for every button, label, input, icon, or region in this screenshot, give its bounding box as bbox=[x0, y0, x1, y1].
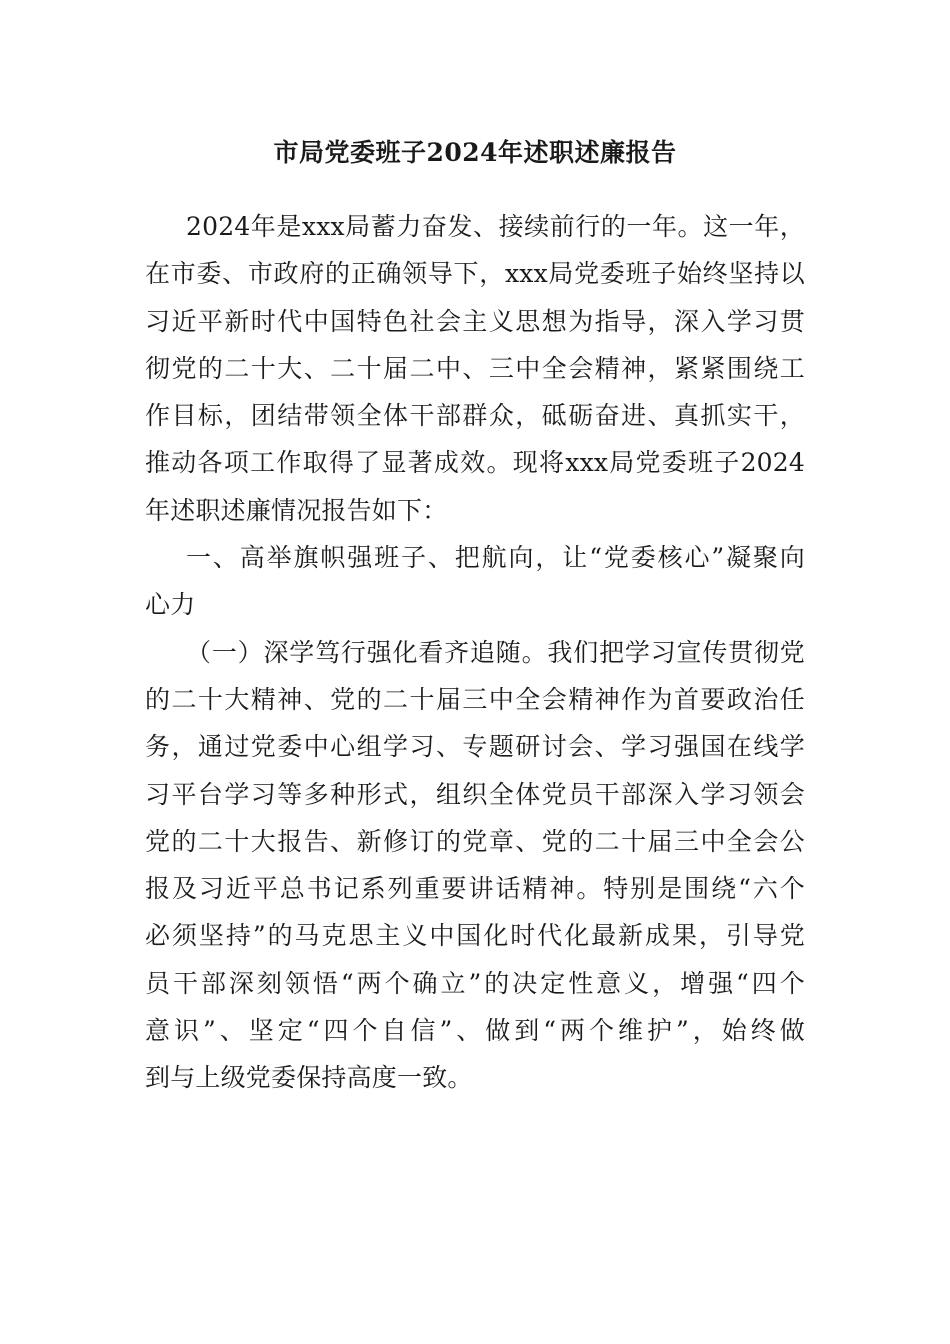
paragraph-line: 作目标，团结带领全体干部群众，砥砺奋进、真抓实干， bbox=[145, 401, 805, 431]
paragraph-line: 员干部深刻领悟“两个确立”的决定性意义，增强“四个 bbox=[145, 968, 805, 998]
paragraph-line: 报及习近平总书记系列重要讲话精神。特别是围绕“六个 bbox=[145, 874, 805, 904]
paragraph-line: 彻党的二十大、二十届二中、三中全会精神，紧紧围绕工 bbox=[145, 353, 805, 383]
paragraph-line: 党的二十大报告、新修订的党章、党的二十届三中全会公 bbox=[145, 826, 805, 856]
paragraph-line: 推动各项工作取得了显著成效。现将xxx局党委班子2024 bbox=[145, 448, 805, 478]
paragraph-line: 在市委、市政府的正确领导下，xxx局党委班子始终坚持以 bbox=[145, 259, 805, 289]
paragraph-line: 意识”、坚定“四个自信”、做到“两个维护”，始终做 bbox=[145, 1016, 805, 1046]
document-title: 市局党委班子2024年述职述廉报告 bbox=[273, 138, 677, 167]
paragraph-line: 习近平新时代中国特色社会主义思想为指导，深入学习贯 bbox=[145, 306, 805, 336]
paragraph-line: （一）深学笃行强化看齐追随。我们把学习宣传贯彻党 bbox=[186, 637, 805, 667]
document-body bbox=[145, 203, 805, 1102]
paragraph-line: 年述职述廉情况报告如下： bbox=[145, 495, 448, 525]
section-heading-line: 一、高举旗帜强班子、把航向，让“党委核心”凝聚向 bbox=[186, 543, 805, 573]
paragraph-line: 2024年是xxx局蓄力奋发、接续前行的一年。这一年， bbox=[186, 212, 805, 241]
paragraph-line: 务，通过党委中心组学习、专题研讨会、学习强国在线学 bbox=[145, 732, 805, 762]
section-heading-line: 心力 bbox=[145, 590, 196, 620]
paragraph-line: 的二十大精神、党的二十届三中全会精神作为首要政治任 bbox=[145, 684, 805, 714]
paragraph-line: 到与上级党委保持高度一致。 bbox=[145, 1063, 473, 1093]
paragraph-line: 习平台学习等多种形式，组织全体党员干部深入学习领会 bbox=[145, 779, 805, 809]
paragraph-line: 必须坚持”的马克思主义中国化时代化最新成果，引导党 bbox=[145, 921, 805, 951]
